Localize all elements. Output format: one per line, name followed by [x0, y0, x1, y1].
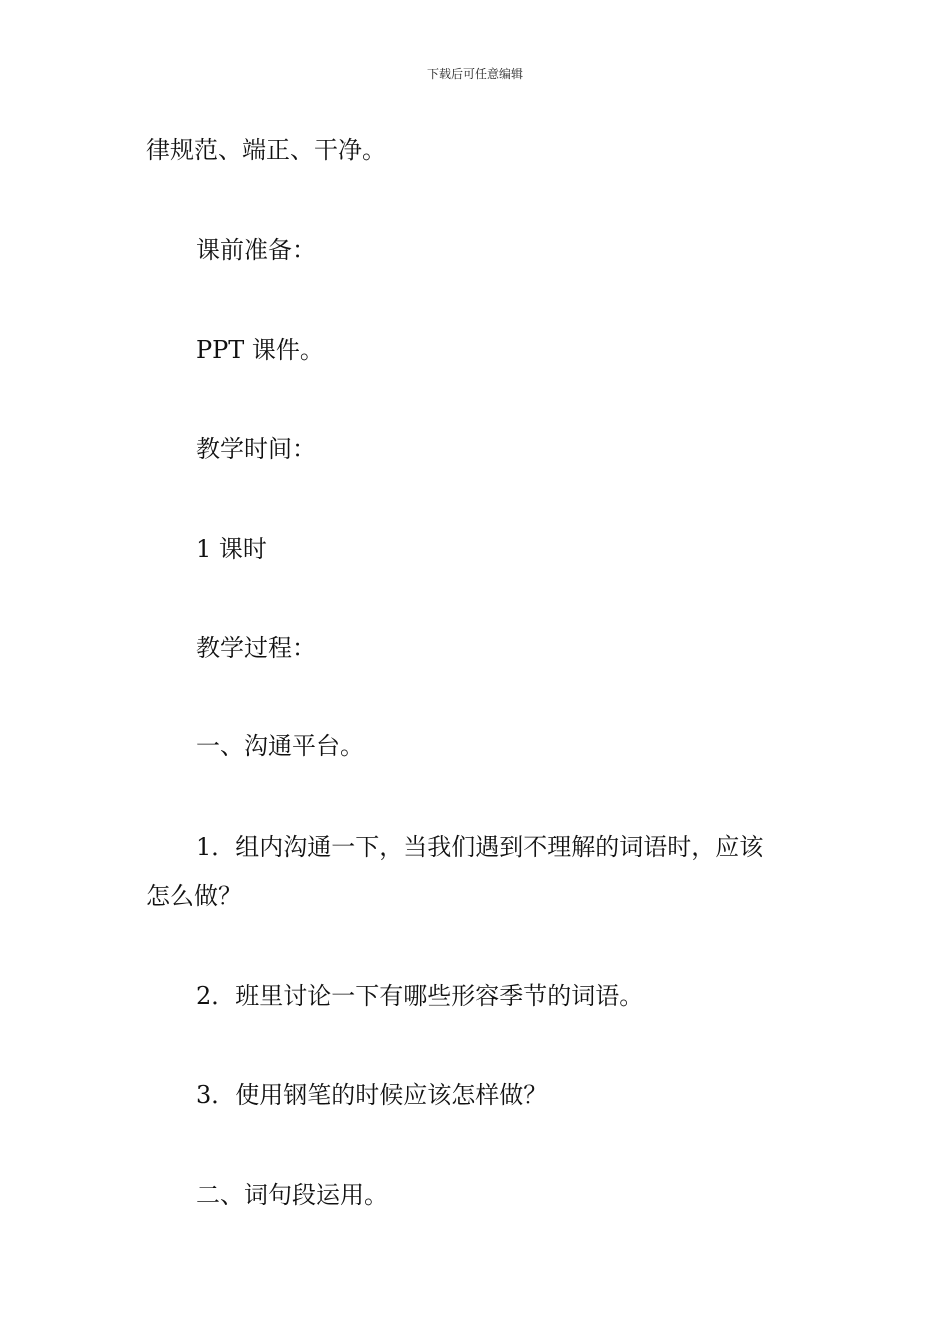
- list-item-continuation: 怎么做？: [146, 882, 242, 910]
- section-label-preparation: 课前准备：: [196, 236, 316, 264]
- page-header: 下载后可任意编辑: [426, 67, 523, 81]
- paragraph-line: 律规范、端正、干净。: [146, 136, 386, 164]
- section-heading: 一、沟通平台。: [196, 732, 364, 760]
- list-item: 3．使用钢笔的时候应该怎样做？: [196, 1081, 548, 1109]
- section-label-process: 教学过程：: [196, 634, 316, 662]
- paragraph-line: 1 课时: [196, 535, 267, 563]
- section-heading: 二、词句段运用。: [196, 1181, 388, 1209]
- list-item: 2．班里讨论一下有哪些形容季节的词语。: [196, 982, 644, 1010]
- section-label-time: 教学时间：: [196, 435, 316, 463]
- list-item: 1．组内沟通一下，当我们遇到不理解的词语时，应该: [196, 833, 764, 861]
- paragraph-line: PPT 课件。: [196, 336, 324, 364]
